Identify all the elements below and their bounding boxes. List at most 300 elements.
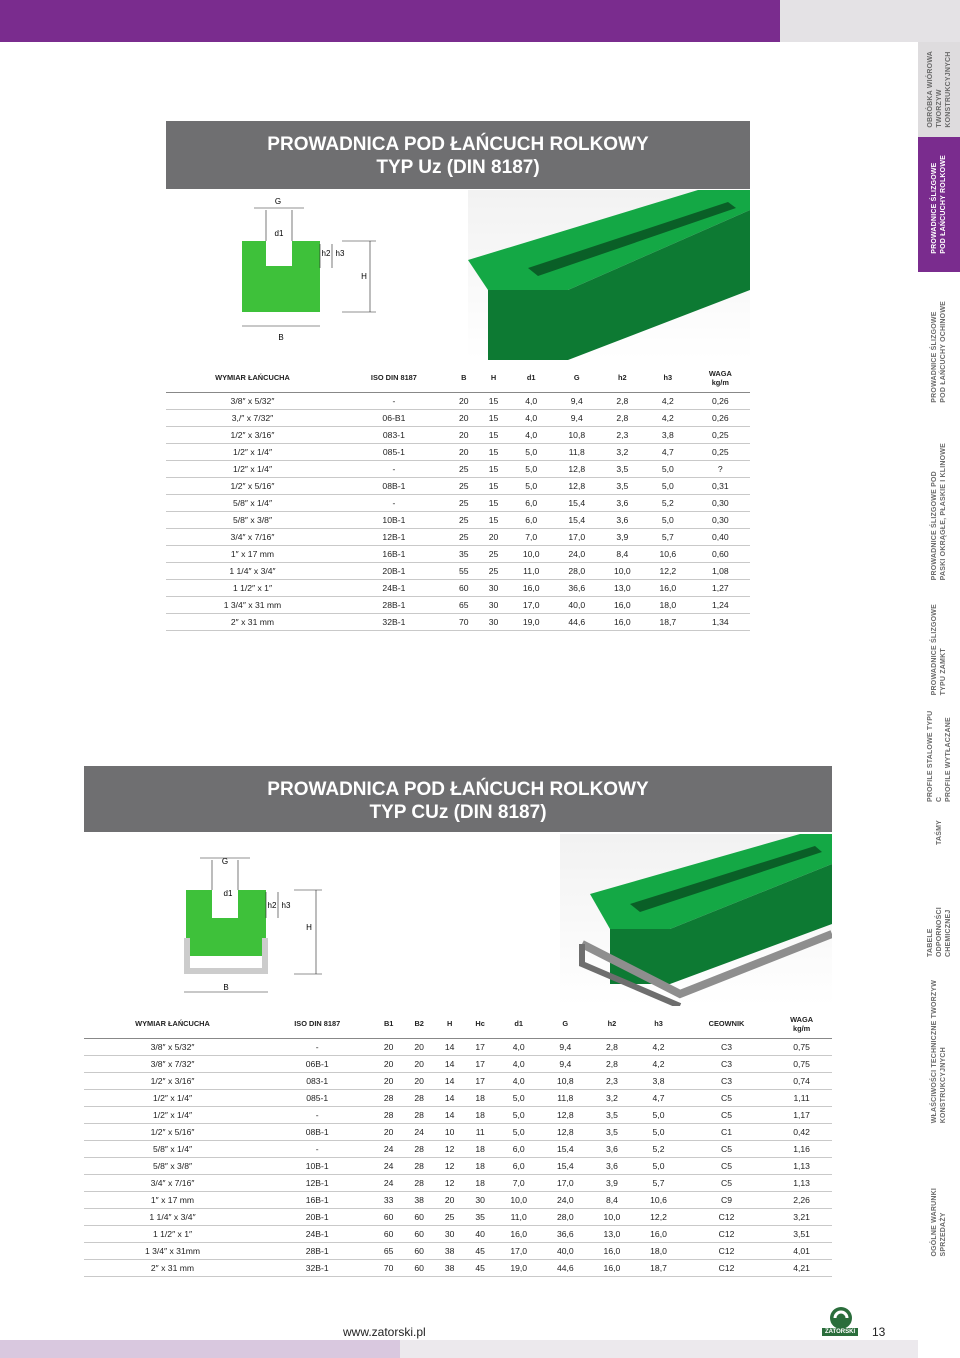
table-cell: 1/2″ x 1/4″ <box>84 1106 261 1123</box>
table-cell: 3,/″ x 7/32″ <box>166 409 339 426</box>
table-cell: 24,0 <box>542 1191 589 1208</box>
table-cell: 14 <box>434 1038 464 1055</box>
column-header: h3 <box>645 364 691 392</box>
table-cell: 6,0 <box>508 494 554 511</box>
table-cell: 4,0 <box>495 1072 542 1089</box>
table-cell: 6,0 <box>495 1157 542 1174</box>
table-cell: 1/2″ x 1/4″ <box>84 1089 261 1106</box>
section1-product-photo <box>468 190 750 360</box>
table-cell: 5,0 <box>508 477 554 494</box>
table-cell: 5/8″ x 1/4″ <box>166 494 339 511</box>
dim-G: G <box>274 197 282 206</box>
table-cell: 20B-1 <box>339 562 449 579</box>
table-cell: 11,8 <box>554 443 600 460</box>
dim-h3: h3 <box>281 901 291 910</box>
table-cell: 25 <box>479 562 509 579</box>
table-cell: 17 <box>465 1055 495 1072</box>
table-cell: 083-1 <box>339 426 449 443</box>
table-cell: 24B-1 <box>339 579 449 596</box>
table-cell: 1/2″ x 1/4″ <box>166 460 339 477</box>
table-cell: 16,0 <box>645 579 691 596</box>
table-cell: 5,0 <box>645 511 691 528</box>
table-cell: 1 1/2″ x 1″ <box>166 579 339 596</box>
table-cell: 20B-1 <box>261 1208 373 1225</box>
table-cell: 5/8″ x 3/8″ <box>84 1157 261 1174</box>
table-cell: 0,74 <box>771 1072 832 1089</box>
table-cell: 10,8 <box>542 1072 589 1089</box>
table-row <box>84 1242 832 1259</box>
sidebar-item-3[interactable] <box>918 272 960 432</box>
table-cell: C5 <box>682 1106 771 1123</box>
table-cell: 14 <box>434 1106 464 1123</box>
table-cell: 2,8 <box>600 392 646 409</box>
sidebar-item-label: OGÓLNE WARUNKI SPRZEDAŻY <box>931 1187 947 1257</box>
table-cell: 11 <box>465 1123 495 1140</box>
table-cell: 30 <box>465 1191 495 1208</box>
table-cell: 20 <box>373 1123 403 1140</box>
table-cell: 0,30 <box>691 511 750 528</box>
table-cell: 30 <box>479 596 509 613</box>
table-cell: 20 <box>434 1191 464 1208</box>
table-cell: 14 <box>434 1055 464 1072</box>
table-row <box>166 511 750 528</box>
table-cell: 2,3 <box>600 426 646 443</box>
table-cell: 1/2″ x 3/16″ <box>84 1072 261 1089</box>
table-cell: 6,0 <box>508 511 554 528</box>
table-cell: 9,4 <box>542 1055 589 1072</box>
dim-H: H <box>306 923 312 932</box>
table-cell: 4,7 <box>645 443 691 460</box>
table-cell: 28,0 <box>542 1208 589 1225</box>
section2-title-band <box>84 766 832 832</box>
table-cell: 30 <box>479 579 509 596</box>
sidebar-item-10[interactable] <box>918 1147 960 1297</box>
table-cell: 15,4 <box>554 494 600 511</box>
table-cell: 15 <box>479 443 509 460</box>
table-cell: 60 <box>404 1208 434 1225</box>
table-cell: 24,0 <box>554 545 600 562</box>
table-row <box>84 1038 832 1055</box>
table-cell: 5,0 <box>645 460 691 477</box>
column-header: WYMIAR ŁAŃCUCHA <box>84 1010 261 1038</box>
table-cell: 28 <box>373 1106 403 1123</box>
table-cell: 45 <box>465 1259 495 1276</box>
table-cell: 5,2 <box>635 1140 682 1157</box>
top-accent-bar <box>0 0 780 42</box>
table-cell: 20 <box>373 1038 403 1055</box>
section1-subtitle: TYP Uz (DIN 8187) <box>376 157 540 178</box>
table-cell: 60 <box>404 1242 434 1259</box>
table-cell: 18 <box>465 1140 495 1157</box>
table-cell: 9,4 <box>542 1038 589 1055</box>
table-cell: 35 <box>449 545 479 562</box>
table-cell: 0,25 <box>691 443 750 460</box>
bottom-bar-accent <box>0 1340 400 1358</box>
table-cell: 8,4 <box>600 545 646 562</box>
dim-d1: d1 <box>223 889 233 898</box>
table-cell: 5,0 <box>508 460 554 477</box>
table-cell: 18,0 <box>635 1242 682 1259</box>
table-cell: 5,0 <box>645 477 691 494</box>
table-cell: 1/2″ x 5/16″ <box>166 477 339 494</box>
table-row <box>166 528 750 545</box>
column-header: h2 <box>600 364 646 392</box>
table-cell: 06B-1 <box>261 1055 373 1072</box>
table-cell: 20 <box>449 409 479 426</box>
table-cell: C12 <box>682 1242 771 1259</box>
table-cell: 60 <box>373 1208 403 1225</box>
table-row <box>84 1055 832 1072</box>
table-cell: 06-B1 <box>339 409 449 426</box>
table-row <box>84 1174 832 1191</box>
table-cell: 3,5 <box>589 1123 636 1140</box>
table-cell: C5 <box>682 1140 771 1157</box>
table-cell: 2,8 <box>589 1055 636 1072</box>
dim-d1: d1 <box>274 229 284 238</box>
table-cell: 11,8 <box>542 1089 589 1106</box>
table-cell: 40 <box>465 1225 495 1242</box>
column-header: CEOWNIK <box>682 1010 771 1038</box>
dim-B: B <box>223 983 229 992</box>
table-cell: 35 <box>465 1208 495 1225</box>
table-cell: 4,0 <box>495 1055 542 1072</box>
table-cell: 38 <box>434 1242 464 1259</box>
table-row <box>166 494 750 511</box>
table-cell: 70 <box>449 613 479 630</box>
table-cell: 36,6 <box>542 1225 589 1242</box>
section1-title-band <box>166 121 750 189</box>
table-cell: 16B-1 <box>261 1191 373 1208</box>
sidebar-item-2[interactable] <box>918 137 960 272</box>
sidebar-item-1[interactable] <box>918 42 960 137</box>
table-cell: 15 <box>479 392 509 409</box>
sidebar-item-4[interactable] <box>918 432 960 592</box>
dim-h2: h2 <box>321 249 331 258</box>
table-cell: 12,2 <box>645 562 691 579</box>
table-cell: - <box>339 494 449 511</box>
table-cell: 18 <box>465 1106 495 1123</box>
table-cell: 15 <box>479 426 509 443</box>
table-cell: 28B-1 <box>261 1242 373 1259</box>
table-cell: 65 <box>373 1242 403 1259</box>
table-row <box>84 1259 832 1276</box>
table-cell: 10,6 <box>645 545 691 562</box>
table-cell: 28 <box>404 1106 434 1123</box>
table-cell: 1,27 <box>691 579 750 596</box>
table-cell: 20 <box>373 1072 403 1089</box>
table-cell: 085-1 <box>339 443 449 460</box>
table-cell: 12 <box>434 1140 464 1157</box>
table-cell: 28 <box>404 1157 434 1174</box>
table-cell: 9,4 <box>554 409 600 426</box>
table-cell: 0,60 <box>691 545 750 562</box>
table-cell: 12,2 <box>635 1208 682 1225</box>
table-cell: 10B-1 <box>339 511 449 528</box>
table-cell: 25 <box>449 494 479 511</box>
table-cell: 5,0 <box>495 1123 542 1140</box>
table-cell: 40,0 <box>554 596 600 613</box>
table-cell: 15 <box>479 477 509 494</box>
dim-B: B <box>278 333 284 342</box>
table-cell: 36,6 <box>554 579 600 596</box>
table-cell: 1 1/4″ x 3/4″ <box>84 1208 261 1225</box>
table-cell: 3,8 <box>635 1072 682 1089</box>
table-cell: 3,6 <box>600 511 646 528</box>
table-cell: 7,0 <box>495 1174 542 1191</box>
dim-h2: h2 <box>267 901 277 910</box>
table-cell: 17,0 <box>554 528 600 545</box>
table-cell: 16,0 <box>508 579 554 596</box>
table-cell: 15 <box>479 511 509 528</box>
table-cell: 1 3/4″ x 31mm <box>84 1242 261 1259</box>
table-row <box>166 579 750 596</box>
table-cell: 5,7 <box>645 528 691 545</box>
table-cell: 3/4″ x 7/16″ <box>166 528 339 545</box>
table-cell: 5,0 <box>508 443 554 460</box>
sidebar-item-5[interactable] <box>918 592 960 707</box>
table-cell: 60 <box>404 1259 434 1276</box>
sidebar-item-6[interactable] <box>918 707 960 802</box>
table-cell: 17 <box>465 1072 495 1089</box>
table-cell: 5,0 <box>635 1157 682 1174</box>
table-cell: 10 <box>434 1123 464 1140</box>
table-cell: - <box>339 460 449 477</box>
table-row <box>84 1208 832 1225</box>
table-cell: 3/8″ x 5/32″ <box>84 1038 261 1055</box>
table-cell: 16,0 <box>600 596 646 613</box>
table-cell: 15,4 <box>542 1140 589 1157</box>
table-cell: 12,8 <box>554 477 600 494</box>
column-header: B1 <box>373 1010 403 1038</box>
table-cell: 25 <box>449 528 479 545</box>
table-cell: 083-1 <box>261 1072 373 1089</box>
table-row <box>84 1140 832 1157</box>
table-cell: 1,34 <box>691 613 750 630</box>
table-cell: 1,11 <box>771 1089 832 1106</box>
table-cell: 32B-1 <box>261 1259 373 1276</box>
table-row <box>84 1089 832 1106</box>
section2-cross-section-diagram <box>176 846 326 998</box>
table-cell: 10,8 <box>554 426 600 443</box>
section2-title: PROWADNICA POD ŁAŃCUCH ROLKOWY <box>267 779 649 800</box>
table-cell: 16,0 <box>589 1259 636 1276</box>
section1-spec-table <box>166 364 750 631</box>
table-cell: 3/8″ x 7/32″ <box>84 1055 261 1072</box>
table-cell: 3,9 <box>600 528 646 545</box>
table-cell: C9 <box>682 1191 771 1208</box>
table-cell: - <box>339 392 449 409</box>
dim-G: G <box>221 857 229 866</box>
column-header: ISO DIN 8187 <box>261 1010 373 1038</box>
table-cell: 18 <box>465 1174 495 1191</box>
table-cell: 3,51 <box>771 1225 832 1242</box>
table-cell: 10,0 <box>508 545 554 562</box>
section2-product-photo <box>560 834 832 1006</box>
table-cell: 15,4 <box>554 511 600 528</box>
table-cell: 18 <box>465 1157 495 1174</box>
table-cell: 28 <box>404 1140 434 1157</box>
dim-H: H <box>361 272 367 281</box>
table-cell: 5,0 <box>495 1089 542 1106</box>
table-cell: 1 1/4″ x 3/4″ <box>166 562 339 579</box>
table-cell: 3/8″ x 5/32″ <box>166 392 339 409</box>
table-cell: 16,0 <box>495 1225 542 1242</box>
table-cell: 17 <box>465 1038 495 1055</box>
table-cell: 13,0 <box>600 579 646 596</box>
table-cell: 14 <box>434 1072 464 1089</box>
table-cell: 4,0 <box>508 426 554 443</box>
table-cell: 1,13 <box>771 1174 832 1191</box>
column-header: B <box>449 364 479 392</box>
table-cell: 4,0 <box>508 409 554 426</box>
column-header: h2 <box>589 1010 636 1038</box>
table-row <box>166 443 750 460</box>
table-cell: 5,0 <box>495 1106 542 1123</box>
table-cell: 3,5 <box>600 460 646 477</box>
sidebar-item-9[interactable] <box>918 957 960 1147</box>
table-cell: 0,26 <box>691 392 750 409</box>
table-cell: 5/8″ x 3/8″ <box>166 511 339 528</box>
table-cell: 18 <box>465 1089 495 1106</box>
table-cell: 3,2 <box>600 443 646 460</box>
table-cell: 20 <box>479 528 509 545</box>
table-cell: 12,8 <box>542 1123 589 1140</box>
table-cell: 3,21 <box>771 1208 832 1225</box>
table-cell: 3,9 <box>589 1174 636 1191</box>
table-cell: 24 <box>373 1157 403 1174</box>
table-cell: 2,26 <box>771 1191 832 1208</box>
table-cell: 10,0 <box>589 1208 636 1225</box>
table-cell: C5 <box>682 1174 771 1191</box>
sidebar-item-label: TABELE ODPORNOŚCI CHEMICZNEJ <box>926 907 952 957</box>
table-row <box>84 1191 832 1208</box>
table-cell: 0,42 <box>771 1123 832 1140</box>
table-cell: 44,6 <box>554 613 600 630</box>
table-cell: 2″ x 31 mm <box>166 613 339 630</box>
table-cell: 4,2 <box>645 409 691 426</box>
footer-website-link[interactable]: www.zatorski.pl <box>343 1325 426 1339</box>
table-cell: 4,01 <box>771 1242 832 1259</box>
table-cell: 0,40 <box>691 528 750 545</box>
table-row <box>84 1072 832 1089</box>
table-cell: 20 <box>404 1072 434 1089</box>
sidebar-item-8[interactable] <box>918 862 960 957</box>
column-header: d1 <box>495 1010 542 1038</box>
table-cell: 18,7 <box>645 613 691 630</box>
table-cell: 1 1/2″ x 1″ <box>84 1225 261 1242</box>
table-cell: 1/2″ x 1/4″ <box>166 443 339 460</box>
table-cell: 5,0 <box>635 1123 682 1140</box>
table-cell: 12B-1 <box>261 1174 373 1191</box>
table-cell: 17,0 <box>495 1242 542 1259</box>
table-cell: 12,8 <box>542 1106 589 1123</box>
table-cell: 16,0 <box>635 1225 682 1242</box>
table-cell: 2,8 <box>600 409 646 426</box>
table-row <box>166 460 750 477</box>
table-cell: ? <box>691 460 750 477</box>
table-row <box>166 477 750 494</box>
sidebar-item-label: WŁAŚCIWOŚCI TECHNICZNE TWORZYW KONSTRUKCYJNYCH <box>931 980 947 1124</box>
column-header: G <box>554 364 600 392</box>
table-cell: C3 <box>682 1055 771 1072</box>
table-cell: 2,3 <box>589 1072 636 1089</box>
table-cell: 08B-1 <box>261 1123 373 1140</box>
table-cell: 1″ x 17 mm <box>166 545 339 562</box>
table-cell: 28 <box>404 1174 434 1191</box>
table-cell: 0,26 <box>691 409 750 426</box>
table-cell: 3,6 <box>589 1140 636 1157</box>
table-cell: 70 <box>373 1259 403 1276</box>
table-cell: 38 <box>404 1191 434 1208</box>
column-header: Hc <box>465 1010 495 1038</box>
table-row <box>166 613 750 630</box>
table-cell: 30 <box>479 613 509 630</box>
table-cell: C12 <box>682 1208 771 1225</box>
table-cell: 4,2 <box>635 1038 682 1055</box>
sidebar-item-7[interactable] <box>918 802 960 862</box>
table-cell: 20 <box>449 392 479 409</box>
table-cell: 1,08 <box>691 562 750 579</box>
table-cell: 14 <box>434 1089 464 1106</box>
section-sidebar <box>918 42 960 1358</box>
table-cell: C12 <box>682 1259 771 1276</box>
table-cell: 24 <box>373 1140 403 1157</box>
table-row <box>166 409 750 426</box>
table-cell: 30 <box>434 1225 464 1242</box>
table-cell: 38 <box>434 1259 464 1276</box>
table-row <box>84 1123 832 1140</box>
zatorski-logo-text: ZATORSKI <box>822 1328 858 1336</box>
table-cell: 19,0 <box>495 1259 542 1276</box>
table-cell: 4,2 <box>635 1055 682 1072</box>
table-cell: 18,7 <box>635 1259 682 1276</box>
column-header: d1 <box>508 364 554 392</box>
column-header: B2 <box>404 1010 434 1038</box>
table-row <box>166 426 750 443</box>
table-cell: C5 <box>682 1089 771 1106</box>
table-row <box>84 1225 832 1242</box>
table-cell: 24 <box>373 1174 403 1191</box>
table-cell: 25 <box>449 477 479 494</box>
table-cell: 9,4 <box>554 392 600 409</box>
table-cell: 13,0 <box>589 1225 636 1242</box>
table-cell: 16,0 <box>600 613 646 630</box>
table-cell: 20 <box>449 426 479 443</box>
table-row <box>84 1106 832 1123</box>
table-cell: 15 <box>479 409 509 426</box>
table-cell: 08B-1 <box>339 477 449 494</box>
table-cell: 65 <box>449 596 479 613</box>
table-cell: 12B-1 <box>339 528 449 545</box>
table-cell: 3/4″ x 7/16″ <box>84 1174 261 1191</box>
table-cell: 12,8 <box>554 460 600 477</box>
table-cell: 18,0 <box>645 596 691 613</box>
table-cell: 28,0 <box>554 562 600 579</box>
column-header: WAGA kg/m <box>691 364 750 392</box>
table-cell: 4,2 <box>645 392 691 409</box>
section2-spec-table <box>84 1010 832 1277</box>
table-cell: 20 <box>373 1055 403 1072</box>
table-cell: 5/8″ x 1/4″ <box>84 1140 261 1157</box>
table-cell: 28 <box>404 1089 434 1106</box>
table-cell: 55 <box>449 562 479 579</box>
table-row <box>84 1157 832 1174</box>
table-cell: 3,6 <box>589 1157 636 1174</box>
sidebar-item-label: PROWADNICE ŚLIZGOWE POD ŁAŃCUCHY ROLKOWE <box>931 155 947 254</box>
table-cell: 1,16 <box>771 1140 832 1157</box>
table-cell: 15,4 <box>542 1157 589 1174</box>
table-row <box>166 392 750 409</box>
